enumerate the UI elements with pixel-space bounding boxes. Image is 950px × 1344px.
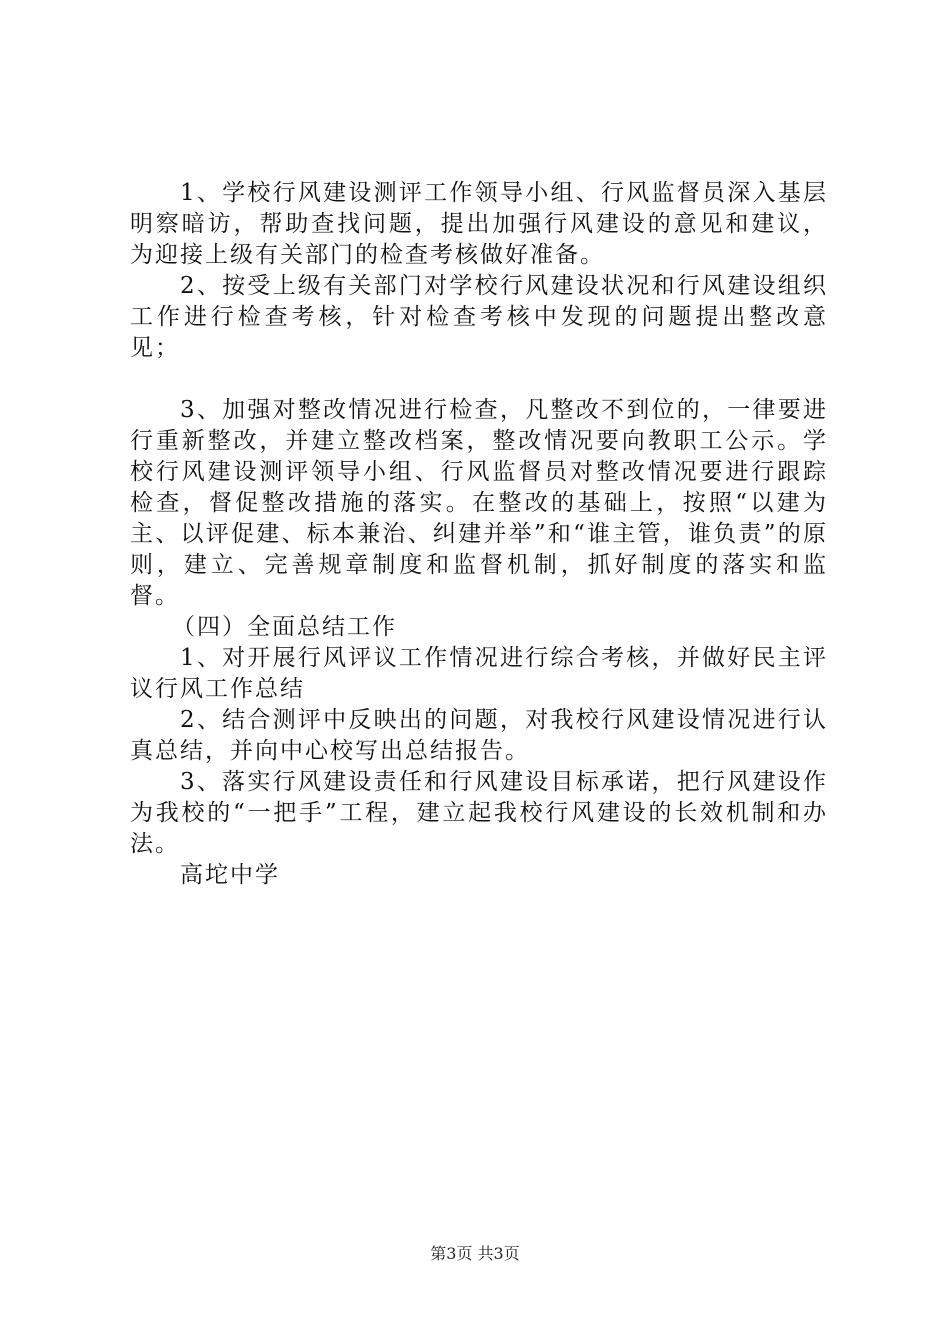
paragraph-item-6: 3、落实行风建设责任和行风建设目标承诺，把行风建设作为我校的“一把手”工程，建立起我校行风建设的长效机制和办法。 [130,769,828,857]
paragraph-spacer [130,364,828,395]
paragraph-item-5: 2、结合测评中反映出的问题，对我校行风建设情况进行认真总结，并向中心校写出总结报告。 [130,707,828,764]
paragraph-item-4: 1、对开展行风评议工作情况进行综合考核，并做好民主评议行风工作总结 [130,645,828,702]
section-heading: （四）全面总结工作 [172,614,397,640]
signature-line: 高坨中学 [180,862,280,888]
document-body [130,178,828,891]
paragraph-item-1: 1、学校行风建设测评工作领导小组、行风监督员深入基层明察暗访，帮助查找问题，提出加强行风建设的意见和建议，为迎接上级有关部门的检查考核做好准备。 [130,180,828,268]
paragraph-item-3: 3、加强对整改情况进行检查，凡整改不到位的，一律要进行重新整改，并建立整改档案，整改情况要向教职工公示。学校行风建设测评领导小组、行风监督员对整改情况要进行跟踪检查，督促整改措施的落实。在整改的基础上，按照“以建为主、以评促建、标本兼治、纠建并举”和“谁主管，谁负责”的原则，建立、完善规章制度和监督机制，抓好制度的落实和监督。 [130,397,828,609]
page-number-footer: 第3页 共3页 [430,1244,520,1263]
paragraph-item-2: 2、按受上级有关部门对学校行风建设状况和行风建设组织工作进行检查考核，针对检查考核中发现的问题提出整改意见； [130,273,828,361]
